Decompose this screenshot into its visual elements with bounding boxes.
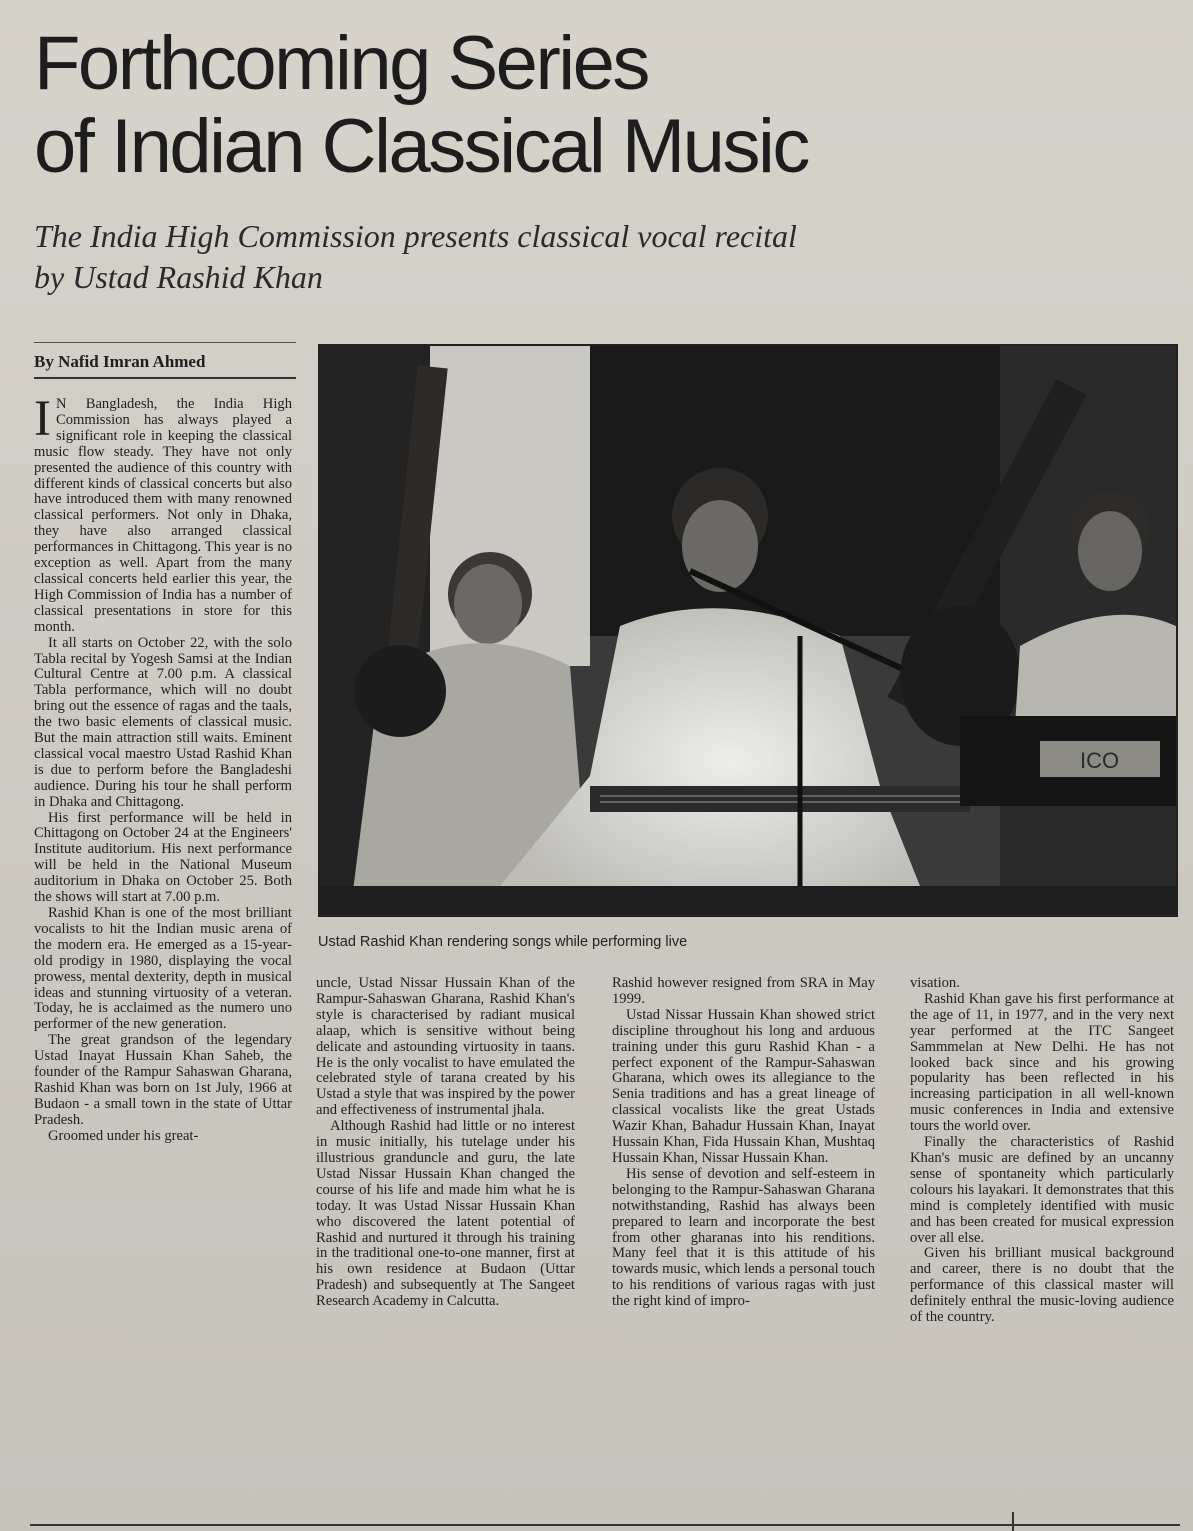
tabla-drum (354, 645, 446, 737)
bottom-rule-divider (1012, 1512, 1014, 1531)
byline: By Nafid Imran Ahmed (34, 350, 296, 379)
article-paragraph: I N Bangladesh, the India High Commission has always played a significant role in keeping the classical music flow steady. They have not only presented the audience of this country with different kinds of classical concerts but also have introduced them with many renowned classical performers. Not only in Dhaka, they have also arranged classical performances in Chittagong. This year is no exception as well. Apart from the many classical concerts held earlier this year, the High Commission of India has a number of classical presentations in store for this month. (34, 391, 292, 635)
stage-floor (320, 886, 1176, 915)
article-paragraph: Although Rashid had little or no interest in music initially, his tutelage under his illustrious granduncle and guru, the late Ustad Nissar Hussain Khan changed the course of his life and made him what he is today. It was Ustad Nissar Hussain Khan who discovered the latent potential of Rashid and nurtured it through his training in the traditional one-to-one manner, first at his own residence at Budaon (Uttar Pradesh) and subsequently at The Sangeet Research Academy in Calcutta. (316, 1118, 575, 1310)
photo-caption: Ustad Rashid Khan rendering songs while performing live (318, 934, 688, 950)
article-paragraph: uncle, Ustad Nissar Hussain Khan of the Rampur-Sahaswan Gharana, Rashid Khan's style is characterised by radiant musical alaap, which is sensitive without being delicate and astounding virtuosity in taans. He is the only vocalist to have emulated the celebrated style of tarana created by his Ustad a style that was inspired by the power and effectiveness of instrumental jhala. (316, 975, 575, 1119)
harmonium-label: ICO (1080, 748, 1120, 773)
article-column-2 (316, 976, 575, 1310)
headline-line-1: Forthcoming Series (34, 21, 648, 106)
swarmandal (590, 786, 970, 812)
article-paragraph: Given his brilliant musical background and career, there is no doubt that the performance of this classical master will definitely enthral the music-loving audience of the country. (910, 1245, 1174, 1326)
subheadline-line-1: The India High Commission presents classical vocal recital (34, 218, 797, 254)
article-paragraph: Finally the characteristics of Rashid Khan's music are defined by an uncanny sense of spontaneity which particularly colours his layakari. It demonstrates that this mind is completely identified with music and has been created for musical expression over all else. (910, 1134, 1174, 1246)
byline-top-rule (34, 342, 296, 343)
performance-photo (318, 344, 1178, 917)
article-column-1 (34, 391, 292, 1507)
article-paragraph: visation. (910, 975, 960, 991)
article-paragraph: The great grandson of the legendary Ustad Inayat Hussain Khan Saheb, the founder of the Rampur Sahaswan Gharana, Rashid Khan was born on 1st July, 1966 at Budaon - a small town in the state of Uttar Pradesh. (34, 1032, 292, 1128)
performance-photo-illustration (320, 346, 1176, 915)
drop-cap: I (34, 391, 51, 447)
article-paragraph: Rashid however resigned from SRA in May 1999. (612, 975, 875, 1007)
subheadline (34, 216, 1154, 298)
article-paragraph: Groomed under his great- (48, 1127, 199, 1144)
article-paragraph: Rashid Khan gave his first performance at the age of 11, in 1977, and in the very next year performed at the ITC Sangeet Sammmelan at New Delhi. He has not looked back since and his growing popularity has been reflected in his increasing participation in all well-known music conferences in India and extensive tours the world over. (910, 990, 1174, 1135)
article-paragraph: His first performance will be held in Chittagong on October 24 at the Engineers' Institute auditorium. His next performance will be held in the National Museum auditorium in Dhaka on October 25. Both the shows will start at 7.00 p.m. (34, 809, 292, 906)
article-paragraph: It all starts on October 22, with the solo Tabla recital by Yogesh Samsi at the Indian Cultural Centre at 7.00 p.m. A classical Tabla performance, which will no doubt bring out the essence of ragas and the taals, the two basic elements of classical music. But the main attraction still waits. Eminent classical vocal maestro Ustad Rashid Khan is due to perform before the Bangladeshi audience. During his tour he shall perform in Dhaka and Chittagong. (34, 634, 292, 810)
article-paragraph: His sense of devotion and self-esteem in belonging to the Rampur-Sahaswan Gharana notwithstanding, Rashid has always been prepared to learn and incorporate the best from other gharanas into his renditions. Many feel that it is this attitude of his towards music, which lends a personal touch to his renditions of various ragas with just the right kind of impro- (612, 1165, 875, 1310)
article-paragraph: Ustad Nissar Hussain Khan showed strict discipline throughout his long and arduous training under this guru Rashid Khan - a perfect exponent of the Rampur-Sahaswan Gharana, which owes its allegiance to the Senia traditions and has a great lineage of classical vocalists like the great Ustads Wazir Khan, Bahadur Hussain Khan, Inayat Hussain Khan, Fida Hussain Khan, Mushtaq Hussain Khan, Nissar Hussain Khan. (612, 1006, 875, 1166)
bottom-rule (30, 1524, 1180, 1526)
vocalist-face (682, 500, 758, 592)
article-paragraph: Rashid Khan is one of the most brilliant vocalists to hit the Indian music arena of the modern era. He emerged as a 15-year-old prodigy in 1980, displaying the vocal prowess, mental dexterity, depth in musical ideas and stunning virtuosity of a veteran. Today, he is acclaimed as the numero uno performer of the new generation. (34, 905, 292, 1033)
article-column-4 (910, 976, 1174, 1326)
headline-line-2: of Indian Classical Music (34, 104, 808, 189)
article-column-3 (612, 976, 875, 1310)
headline (34, 22, 1174, 188)
subheadline-line-2: by Ustad Rashid Khan (34, 259, 323, 295)
